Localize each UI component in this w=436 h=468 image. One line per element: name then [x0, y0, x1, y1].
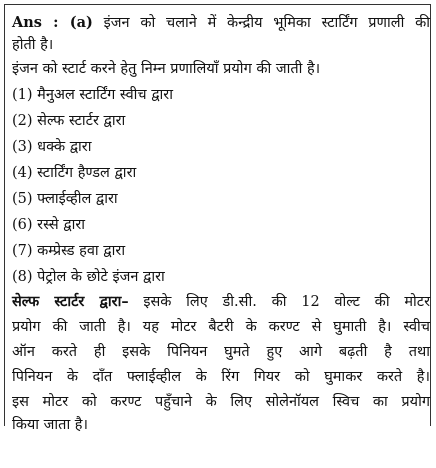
answer-prefix: Ans : (a)	[12, 14, 93, 31]
self-starter-line-6: किया जाता है।	[12, 417, 89, 433]
self-starter-line-1	[12, 292, 430, 312]
self-starter-line-2: प्रयोग की जाती है। यह मोटर बैटरी के करण्ट से घुमाती है। स्वीच	[12, 319, 430, 335]
self-starter-text-1: इसके लिए डी.सी. की 12 वोल्ट की मोटर	[143, 294, 431, 310]
answer-box	[4, 4, 431, 433]
list-item-6: (6) रस्से द्वारा	[12, 217, 86, 233]
self-starter-line-5: इस मोटर को करण्ट पहुँचाने के लिए सोलेनॉयल स्विच का प्रयोग	[12, 394, 430, 410]
list-item-7: (7) कम्प्रेस्ड हवा द्वारा	[12, 243, 126, 259]
list-item-4: (4) स्टार्टिंग हैण्डल द्वारा	[12, 165, 137, 181]
self-starter-line-3: ऑन करते ही इसके पिनियन घुमते हुए आगे बढ़ती है तथा	[12, 344, 430, 360]
list-item-5: (5) फ्लाईव्हील द्वारा	[12, 191, 118, 207]
self-starter-line-4: पिनियन के दाँत फ्लाईव्हील के रिंग गियर को घुमाकर करते है।	[12, 369, 430, 385]
intro-line-3: इंजन को स्टार्ट करने हेतु निम्न प्रणालियाँ प्रयोग की जाती है।	[12, 61, 321, 77]
intro-line-1	[12, 13, 430, 33]
list-item-8: (8) पेट्रोल के छोटे इंजन द्वारा	[12, 269, 165, 285]
list-item-2: (2) सेल्फ स्टार्टर द्वारा	[12, 113, 126, 129]
list-item-3: (3) धक्के द्वारा	[12, 139, 92, 155]
list-item-1: (1) मैनुअल स्टार्टिंग स्वीच द्वारा	[12, 87, 173, 103]
intro-text-1: इंजन को चलाने में केन्द्रीय भूमिका स्टार्टिंग प्रणाली की	[103, 15, 431, 31]
self-starter-heading: सेल्फ स्टार्टर द्वारा–	[12, 293, 129, 310]
intro-line-2: होती है।	[12, 37, 54, 53]
